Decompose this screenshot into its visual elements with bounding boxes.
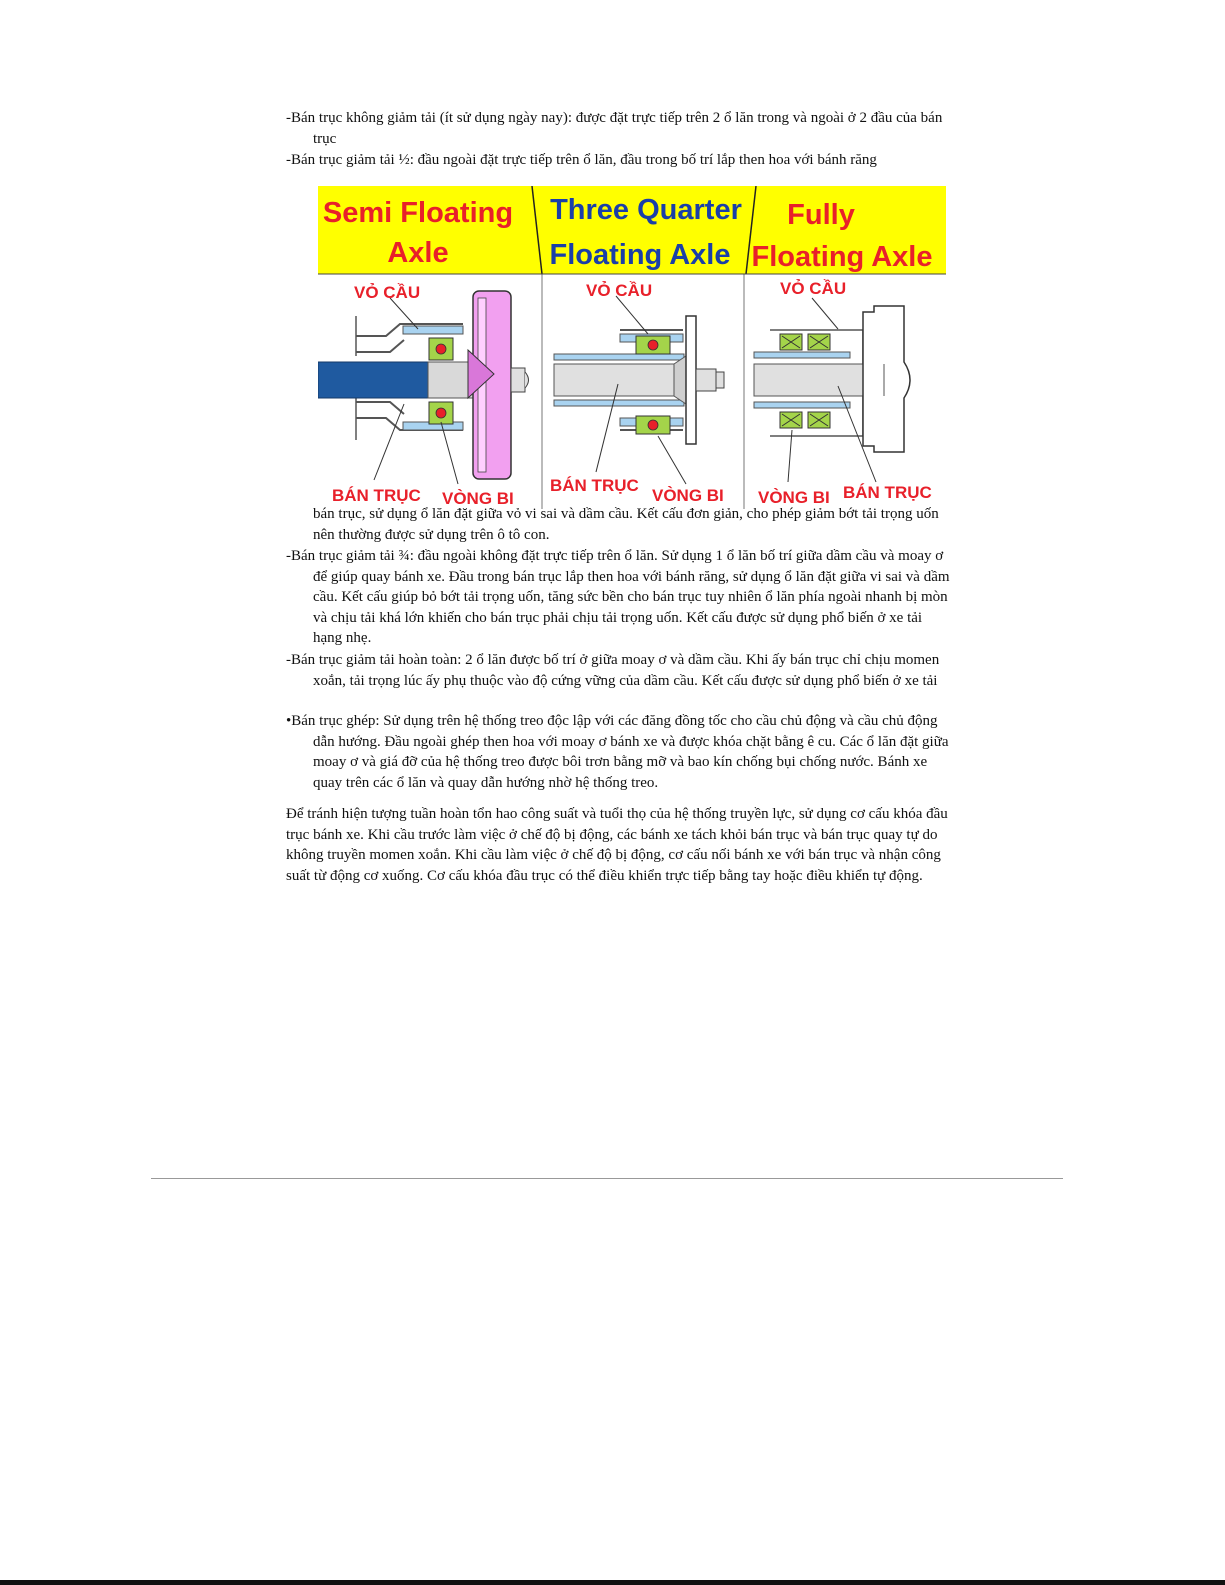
header-semi-line1: Semi Floating bbox=[322, 197, 514, 229]
paragraph-semi-floating-cont: bán trục, sử dụng ổ lăn đặt giữa vỏ vi sai và dầm cầu. Kết cấu đơn giản, cho phép giảm bớt tải trọng uốn nên thường được sử dụng trên ô tô con. bbox=[313, 506, 939, 543]
axle-types-figure bbox=[318, 186, 946, 509]
paragraph-semi-floating-intro: -Bán trục giảm tải ½: đầu ngoài đặt trực tiếp trên ổ lăn, đầu trong bố trí lắp then hoa với bánh răng bbox=[286, 152, 877, 168]
label-bearing-fully: VÒNG BI bbox=[758, 488, 830, 507]
label-housing-semi: VỎ CẦU bbox=[354, 283, 421, 302]
label-bearing-three-quarter: VÒNG BI bbox=[652, 486, 724, 505]
paragraph-jointed-shaft: •Bán trục ghép: Sử dụng trên hệ thống treo độc lập với các đăng đồng tốc cho cầu chủ động và cầu chủ động dẫn hướng. Đầu ngoài ghép then hoa với moay ơ bánh xe và được khóa chặt bằng ê cu. Các ổ lăn đặt giữa moay ơ và giá đỡ của hệ thống treo được bôi trơn bằng mỡ và bao kín chống bụi chống nước. Bánh xe quay trên các ổ lăn và quay dẫn hướng nhờ hệ thống treo. bbox=[286, 713, 949, 791]
label-housing-fully: VỎ CẦU bbox=[780, 279, 847, 298]
paragraph-three-quarter: -Bán trục giảm tải ¾: đầu ngoài không đặt trực tiếp trên ổ lăn. Sử dụng 1 ổ lăn bố trí giữa dầm cầu và moay ơ để giúp quay bánh xe. Đầu trong bán trục lắp then hoa với bánh răng, sử dụng ổ lăn đặt giữa vi sai và dầm cầu. Kết cấu giúp bỏ bớt tải trọng uốn, tăng sức bền cho bán trục tuy nhiên ổ lăn phía ngoài nhanh bị mòn và chịu tải khá lớn khiến cho bán trục phải chịu tải trọng uốn. Kết cấu được sử dụng phổ biến ở xe tải hạng nhẹ. bbox=[286, 548, 950, 646]
paragraph-hub-lock: Để tránh hiện tượng tuần hoàn tổn hao công suất và tuổi thọ của hệ thống truyền lực, sử dụng cơ cấu khóa đầu trục bánh xe. Khi cầu trước làm việc ở chế độ bị động, các bánh xe tách khỏi bán trục và bán trục quay tự do không truyền momen xoắn. Khi cầu làm việc ở chế độ bị động, cơ cấu nối bánh xe với bán trục và nhận công suất từ động cơ xuống. Cơ cấu khóa đầu trục có thể điều khiển trực tiếp bằng tay hoặc điều khiển tự động. bbox=[286, 806, 948, 884]
page-bottom-edge bbox=[0, 1580, 1225, 1585]
paragraph-fully-floating: -Bán trục giảm tải hoàn toàn: 2 ổ lăn được bố trí ở giữa moay ơ và dầm cầu. Khi ấy bán trục chỉ chịu momen xoắn, tải trọng lúc ấy phụ thuộc vào độ cứng vững của dầm cầu. Kết cấu được sử dụng phổ biến ở xe tải bbox=[286, 652, 940, 689]
label-half-shaft-semi: BÁN TRỤC bbox=[332, 486, 421, 505]
header-three-quarter-line1: Three Quarter bbox=[550, 194, 742, 226]
page-divider bbox=[151, 1178, 1063, 1179]
label-bearing-semi: VÒNG BI bbox=[442, 489, 514, 508]
label-half-shaft-three-quarter: BÁN TRỤC bbox=[550, 476, 639, 495]
paragraph-non-floating: -Bán trục không giảm tải (ít sử dụng ngày nay): được đặt trực tiếp trên 2 ổ lăn trong và ngoài ở 2 đầu của bán trục bbox=[286, 110, 943, 147]
header-fully-line2: Floating Axle bbox=[751, 241, 933, 273]
header-semi-line2: Axle bbox=[387, 237, 449, 269]
header-three-quarter-line2: Floating Axle bbox=[549, 239, 731, 271]
header-fully-line1: Fully bbox=[787, 199, 855, 231]
label-half-shaft-fully: BÁN TRỤC bbox=[843, 483, 932, 502]
label-housing-three-quarter: VỎ CẦU bbox=[586, 281, 653, 300]
